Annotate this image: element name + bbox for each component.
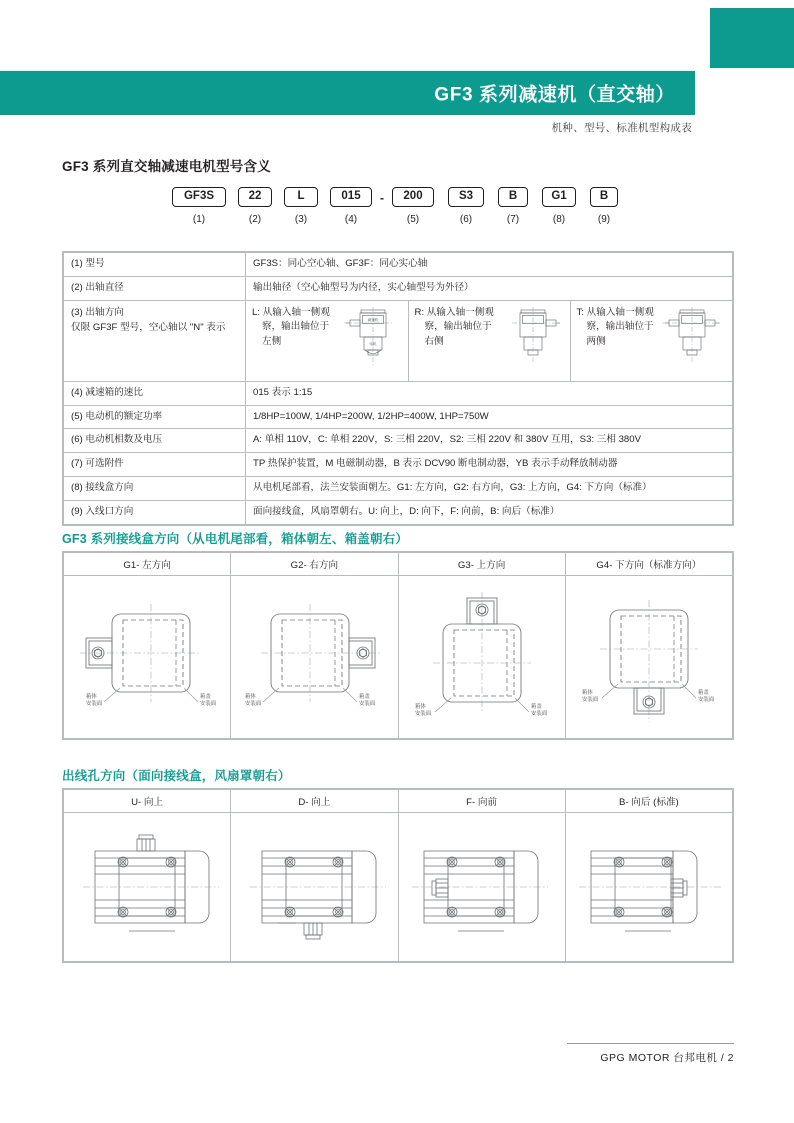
section-title-cable-outlet: 出线孔方向（面向接线盒，风扇罩朝右） — [62, 769, 291, 783]
code-chip-1[interactable]: GF3S — [172, 187, 226, 207]
shaft-option-T — [570, 301, 732, 381]
spec-value-2: 输出轴径（空心轴型号为内径，实心轴型号为外径） — [246, 276, 733, 300]
svg-text:安装面: 安装面 — [697, 697, 715, 703]
spec-value-9: 面向接线盒，风扇罩朝右。U: 向上，D: 向下，F: 向前，B: 向后（标准） — [246, 501, 733, 525]
footer-text: GPG MOTOR 台邦电机 / 2 — [600, 1052, 734, 1064]
code-chip-6[interactable]: S3 — [448, 187, 484, 207]
terminal-box-top-diagram — [401, 576, 563, 738]
code-chip-4[interactable]: 015 — [330, 187, 372, 207]
code-index-2: (2) — [248, 213, 262, 225]
code-index-9: (9) — [597, 213, 611, 225]
footer-divider — [567, 1043, 734, 1044]
spec-label-5: (5) 电动机的额定功率 — [64, 405, 246, 429]
shaft-left-diagram — [338, 305, 404, 371]
shaft-right-diagram — [500, 305, 566, 371]
svg-text:箱体: 箱体 — [581, 690, 593, 696]
code-index-3: (3) — [294, 213, 308, 225]
svg-text:安装面: 安装面 — [245, 701, 262, 707]
svg-text:安装面: 安装面 — [359, 701, 376, 707]
spec-label-6: (6) 电动机相数及电压 — [64, 429, 246, 453]
svg-text:箱盖: 箱盖 — [697, 690, 709, 696]
section-title-model-code: GF3 系列直交轴减速电机型号含义 — [62, 159, 271, 174]
cable-cell-d — [231, 813, 398, 962]
shaft-option-L — [246, 301, 408, 381]
cable-gland-bottom-diagram — [234, 813, 394, 961]
code-index-7: (7) — [506, 213, 520, 225]
cable-col-header-u: U- 向上 — [64, 790, 231, 813]
spec-value-1: GF3S：同心空心轴、GF3F：同心实心轴 — [246, 253, 733, 277]
svg-text:安装面: 安装面 — [414, 711, 431, 717]
cable-col-header-d: D- 向上 — [231, 790, 398, 813]
spec-label-8: (8) 接线盒方向 — [64, 477, 246, 501]
svg-text:减速机: 减速机 — [367, 317, 378, 322]
table-header-row — [64, 553, 733, 576]
code-chip-5[interactable]: 200 — [392, 187, 434, 207]
code-index-6: (6) — [459, 213, 473, 225]
svg-text:安装面: 安装面 — [530, 711, 547, 717]
cable-gland-rear-diagram — [569, 813, 729, 961]
header-accent-block — [710, 8, 794, 68]
section-title-terminal-box: GF3 系列接线盒方向（从电机尾部看，箱体朝左、箱盖朝右） — [62, 532, 409, 546]
shaft-T-line1: T: 从输入轴一侧观 — [576, 306, 654, 318]
code-index-5: (5) — [406, 213, 420, 225]
table-row — [64, 253, 733, 277]
spec-label-9: (9) 入线口方向 — [64, 501, 246, 525]
svg-text:箱体: 箱体 — [245, 694, 257, 700]
cable-cell-f — [398, 813, 565, 962]
code-index-8: (8) — [552, 213, 566, 225]
spec-value-7: TP 热保护装置，M 电磁制动器，B 表示 DCV90 断电制动器，YB 表示手动释放制动器 — [246, 453, 733, 477]
code-chip-9[interactable]: B — [590, 187, 618, 207]
cable-cell-b — [565, 813, 732, 962]
shaft-option-R — [408, 301, 570, 381]
spec-label-4: (4) 减速箱的速比 — [64, 381, 246, 405]
cable-col-header-b: B- 向后 (标准) — [565, 790, 732, 813]
terminal-box-right-diagram — [233, 576, 395, 738]
terminal-col-header-g4: G4- 下方向（标准方向） — [565, 553, 732, 576]
table-row — [64, 405, 733, 429]
shaft-option-T-text — [577, 306, 663, 349]
svg-text:安装面: 安装面 — [200, 701, 217, 707]
cable-cell-u — [64, 813, 231, 962]
spec-value-8: 从电机尾部看，法兰安装面朝左。G1: 左方向，G2: 右方向，G3: 上方向，G4: 下方向（标准） — [246, 477, 733, 501]
spec-value-4: 015 表示 1:15 — [246, 381, 733, 405]
table-row — [64, 576, 733, 739]
terminal-cell-g3 — [398, 576, 565, 739]
code-chip-2[interactable]: 22 — [238, 187, 272, 207]
code-index-1: (1) — [192, 213, 206, 225]
spec-label-1: (1) 型号 — [64, 253, 246, 277]
svg-text:箱盖: 箱盖 — [200, 694, 211, 700]
svg-text:箱盖: 箱盖 — [530, 704, 542, 710]
table-row — [64, 501, 733, 525]
spec-value-6: A: 单相 110V，C: 单相 220V，S: 三相 220V，S2: 三相 220V 和 380V 互用，S3: 三相 380V — [246, 429, 733, 453]
cable-col-header-f: F- 向前 — [398, 790, 565, 813]
shaft-L-line3: 左侧 — [262, 335, 282, 347]
terminal-box-left-diagram — [66, 576, 228, 738]
table-header-row — [64, 790, 733, 813]
table-row — [64, 813, 733, 962]
spec-value-5: 1/8HP=100W, 1/4HP=200W, 1/2HP=400W, 1HP=750W — [246, 405, 733, 429]
table-row — [64, 429, 733, 453]
shaft-L-line1: L: 从输入轴一侧观 — [252, 306, 330, 318]
cable-gland-top-diagram — [67, 813, 227, 961]
page-title: GF3 系列减速机（直交轴） — [434, 84, 675, 106]
header-bar — [0, 71, 695, 115]
code-index-4: (4) — [344, 213, 358, 225]
shaft-R-line2: 察，输出轴位于 — [424, 321, 492, 333]
code-chip-8[interactable]: G1 — [542, 187, 576, 207]
svg-text:安装面: 安装面 — [86, 701, 103, 707]
shaft-dir-label-line2: 仅限 GF3F 型号，空心轴以 "N" 表示 — [71, 321, 226, 333]
header-subtitle: 机种、型号、标准机型构成表 — [551, 122, 692, 134]
model-code-breakdown — [62, 187, 734, 229]
spec-label-3 — [64, 300, 246, 381]
code-chip-7[interactable]: B — [498, 187, 528, 207]
terminal-col-header-g3: G3- 上方向 — [398, 553, 565, 576]
table-row — [64, 381, 733, 405]
shaft-R-line3: 右侧 — [424, 335, 444, 347]
shaft-option-L-text — [252, 306, 338, 349]
svg-text:箱体: 箱体 — [414, 704, 426, 710]
terminal-cell-g4 — [565, 576, 732, 739]
svg-text:电机: 电机 — [368, 341, 377, 346]
shaft-T-line3: 两侧 — [586, 335, 606, 347]
table-row — [64, 276, 733, 300]
cable-gland-front-diagram — [402, 813, 562, 961]
terminal-box-direction-table — [62, 551, 734, 740]
spec-label-2: (2) 出轴直径 — [64, 276, 246, 300]
table-row-shaft-direction — [64, 300, 733, 381]
shaft-L-line2: 察，输出轴位于 — [262, 321, 330, 333]
shaft-dir-label-line1: (3) 出轴方向 — [71, 306, 124, 318]
code-chip-3[interactable]: L — [284, 187, 318, 207]
spec-label-7: (7) 可选附件 — [64, 453, 246, 477]
shaft-both-diagram — [658, 305, 728, 371]
shaft-dir-options — [246, 300, 733, 381]
shaft-T-line2: 察，输出轴位于 — [586, 321, 654, 333]
svg-text:安装面: 安装面 — [581, 697, 599, 703]
terminal-cell-g1 — [64, 576, 231, 739]
model-code-spec-table — [62, 251, 734, 526]
svg-text:箱盖: 箱盖 — [359, 694, 371, 700]
terminal-col-header-g1: G1- 左方向 — [64, 553, 231, 576]
page-header — [0, 71, 794, 115]
cable-outlet-direction-table — [62, 788, 734, 963]
table-row — [64, 477, 733, 501]
code-separator: - — [380, 191, 384, 205]
terminal-box-bottom-diagram — [568, 576, 730, 738]
terminal-cell-g2 — [231, 576, 398, 739]
svg-text:箱体: 箱体 — [86, 694, 97, 700]
terminal-col-header-g2: G2- 右方向 — [231, 553, 398, 576]
shaft-option-R-text — [415, 306, 501, 349]
shaft-R-line1: R: 从输入轴一侧观 — [414, 306, 494, 318]
table-row — [64, 453, 733, 477]
